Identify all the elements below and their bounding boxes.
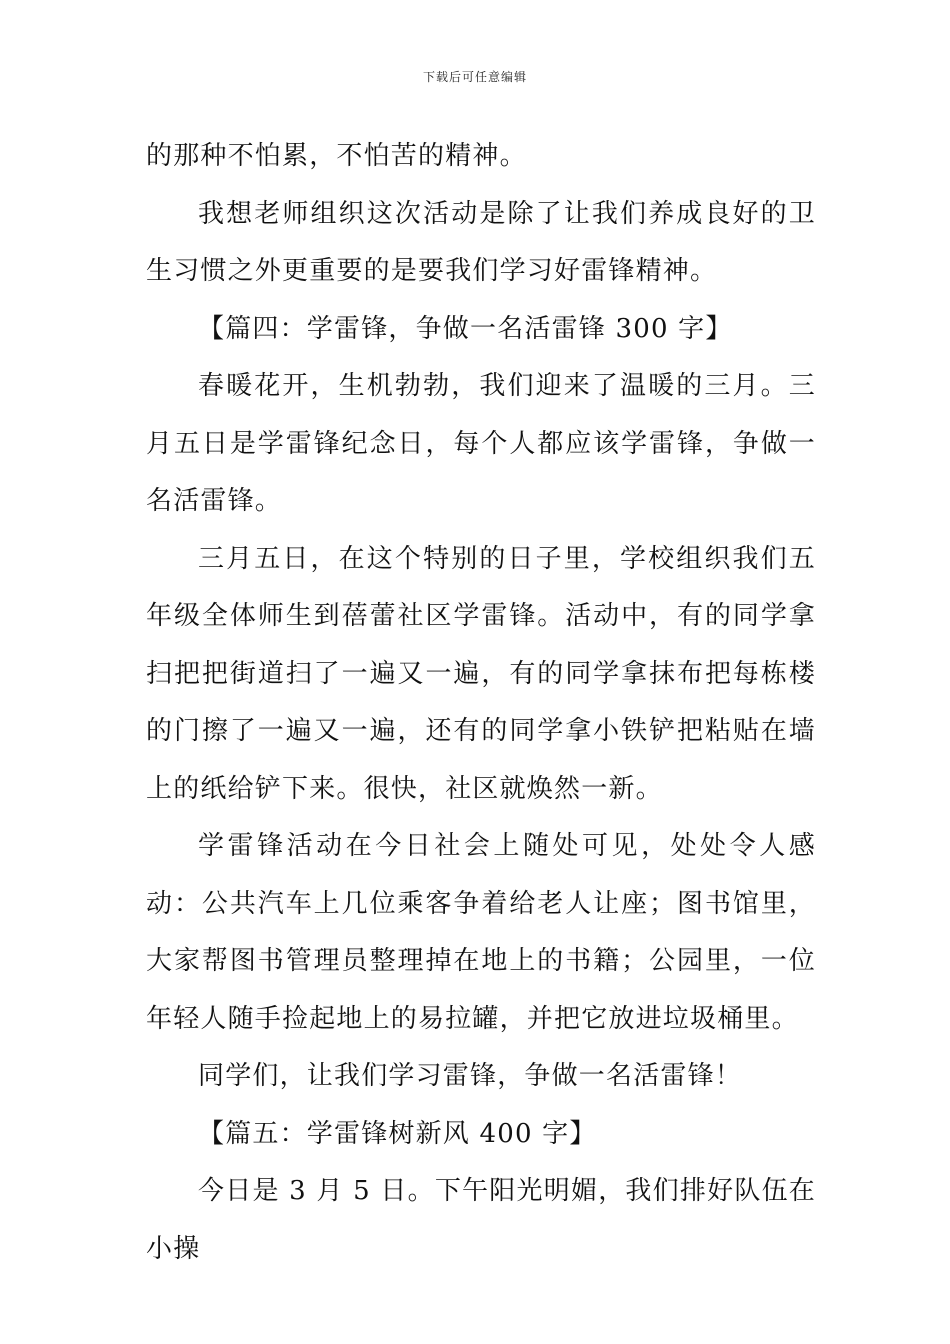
paragraph-5: 学雷锋活动在今日社会上随处可见，处处令人感动：公共汽车上几位乘客争着给老人让座；图书馆里，大家帮图书管理员整理掉在地上的书籍；公园里，一位年轻人随手捡起地上的易拉罐，并把它放进垃圾桶里。 [146,831,816,1034]
paragraph-4: 三月五日，在这个特别的日子里，学校组织我们五年级全体师生到蓓蕾社区学雷锋。活动中，有的同学拿扫把把街道扫了一遍又一遍，有的同学拿抹布把每栋楼的门擦了一遍又一遍，还有的同学拿小铁铲把粘贴在墙上的纸给铲下来。很快，社区就焕然一新。 [146,543,816,804]
page-header: 下载后可任意编辑 [422,70,527,84]
section-heading-5: 【篇五：学雷锋树新风 400 字】 [198,1118,597,1149]
paragraph-2: 我想老师组织这次活动是除了让我们养成良好的卫生习惯之外更重要的是要我们学习好雷锋精神。 [146,198,816,286]
paragraph-1: 的那种不怕累，不怕苦的精神。 [146,141,527,171]
document-body [146,128,816,1278]
section-heading-4: 【篇四：学雷锋，争做一名活雷锋 300 字】 [198,313,733,344]
paragraph-3: 春暖花开，生机勃勃，我们迎来了温暖的三月。三月五日是学雷锋纪念日，每个人都应该学雷锋，争做一名活雷锋。 [146,371,816,516]
paragraph-6: 同学们，让我们学习雷锋，争做一名活雷锋！ [198,1061,743,1091]
paragraph-7: 今日是 3 月 5 日。下午阳光明媚，我们排好队伍在小操 [146,1176,816,1264]
